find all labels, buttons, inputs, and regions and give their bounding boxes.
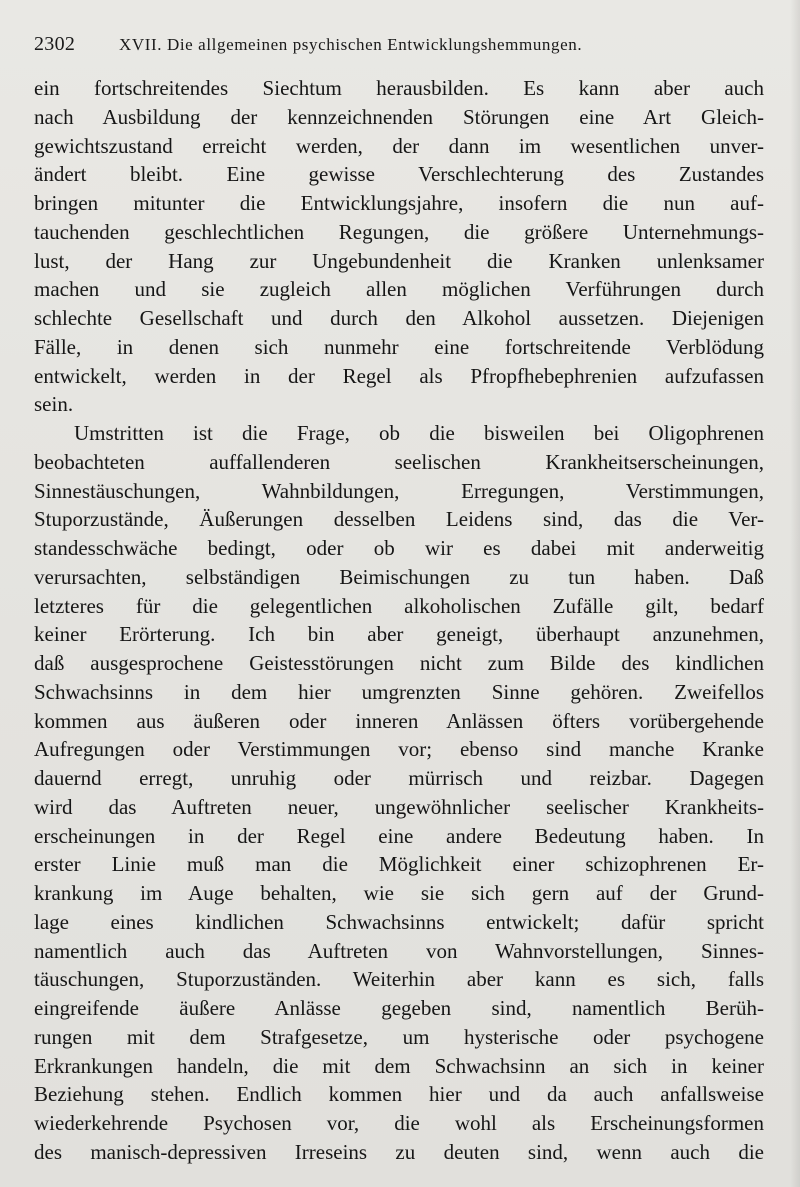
text-line: ein fortschreitendes Siechtum herausbilden. Es kann aber auch — [34, 76, 764, 100]
text-line: Beziehung stehen. Endlich kommen hier und da auch anfallsweise — [34, 1082, 764, 1107]
page-edge-shadow — [790, 0, 800, 1187]
running-head-title: XVII. Die allgemeinen psychischen Entwicklungshemmungen. — [119, 35, 583, 54]
text-line: krankung im Auge behalten, wie sie sich gern auf der Grund- — [34, 881, 764, 905]
text-line: Stuporzustände, Äußerungen desselben Leidens sind, das die Ver- — [34, 507, 764, 532]
text-line: kommen aus äußeren oder inneren Anlässen öfters vorübergehende — [34, 708, 764, 733]
paragraph-1 — [34, 74, 764, 419]
text-line: schlechte Gesellschaft und durch den Alkohol aussetzen. Diejenigen — [34, 306, 764, 330]
text-line: rungen mit dem Strafgesetze, um hysterische oder psychogene — [34, 1024, 764, 1049]
text-line: gewichtszustand erreicht werden, der dann im wesentlichen unver- — [34, 133, 764, 158]
text-line: namentlich auch das Auftreten von Wahnvorstellungen, Sinnes- — [34, 938, 764, 963]
text-line: standesschwäche bedingt, oder ob wir es dabei mit anderweitig — [34, 536, 764, 560]
text-line: lust, der Hang zur Ungebundenheit die Kranken unlenksamer — [34, 248, 764, 273]
text-line: Erkrankungen handeln, die mit dem Schwachsinn an sich in keiner — [34, 1053, 764, 1078]
text-line: täuschungen, Stuporzuständen. Weiterhin aber kann es sich, falls — [34, 967, 764, 992]
text-line: erscheinungen in der Regel eine andere Bedeutung haben. In — [34, 823, 764, 848]
text-line: Umstritten ist die Frage, ob die bisweilen bei Oligophrenen — [74, 421, 764, 445]
text-line: nach Ausbildung der kennzeichnenden Störungen eine Art Gleich- — [34, 104, 764, 129]
text-line: Fälle, in denen sich nunmehr eine fortschreitende Verblödung — [34, 334, 764, 359]
text-line: keiner Erörterung. Ich bin aber geneigt, überhaupt anzunehmen, — [34, 622, 764, 647]
text-line: bringen mitunter die Entwicklungsjahre, insofern die nun auf- — [34, 191, 764, 215]
text-line: daß ausgesprochene Geistesstörungen nicht zum Bilde des kindlichen — [34, 651, 764, 675]
text-line: tauchenden geschlechtlichen Regungen, die größere Unternehmungs- — [34, 219, 764, 244]
text-line: dauernd erregt, unruhig oder mürrisch und reizbar. Dagegen — [34, 766, 764, 790]
text-line: Schwachsinns in dem hier umgrenzten Sinne gehören. Zweifellos — [34, 679, 764, 704]
text-line: wird das Auftreten neuer, ungewöhnlicher seelischer Krankheits- — [34, 794, 764, 819]
text-line: lage eines kindlichen Schwachsinns entwickelt; dafür spricht — [34, 909, 764, 934]
text-line: des manisch-depressiven Irreseins zu deuten sind, wenn auch die — [34, 1139, 764, 1164]
text-line: eingreifende äußere Anlässe gegeben sind, namentlich Berüh- — [34, 996, 764, 1020]
body-text — [34, 74, 764, 1167]
text-line: Aufregungen oder Verstimmungen vor; ebenso sind manche Kranke — [34, 737, 764, 762]
running-head — [34, 33, 764, 57]
text-line: erster Linie muß man die Möglichkeit einer schizophrenen Er- — [34, 852, 764, 877]
paragraph-2 — [34, 419, 764, 1167]
page-number: 2302 — [34, 33, 76, 55]
text-line: wiederkehrende Psychosen vor, die wohl als Erscheinungsformen — [34, 1111, 764, 1135]
text-line: sein. — [34, 392, 74, 417]
text-line: verursachten, selbständigen Beimischungen zu tun haben. Daß — [34, 564, 764, 589]
text-line: machen und sie zugleich allen möglichen Verführungen durch — [34, 277, 764, 302]
text-line: entwickelt, werden in der Regel als Pfropfhebephrenien aufzufassen — [34, 363, 764, 388]
text-line: letzteres für die gelegentlichen alkoholischen Zufälle gilt, bedarf — [34, 593, 764, 618]
text-line: beobachteten auffallenderen seelischen Krankheitserscheinungen, — [34, 449, 764, 474]
text-line: Sinnestäuschungen, Wahnbildungen, Erregungen, Verstimmungen, — [34, 478, 764, 503]
text-line: ändert bleibt. Eine gewisse Verschlechterung des Zustandes — [34, 162, 764, 187]
